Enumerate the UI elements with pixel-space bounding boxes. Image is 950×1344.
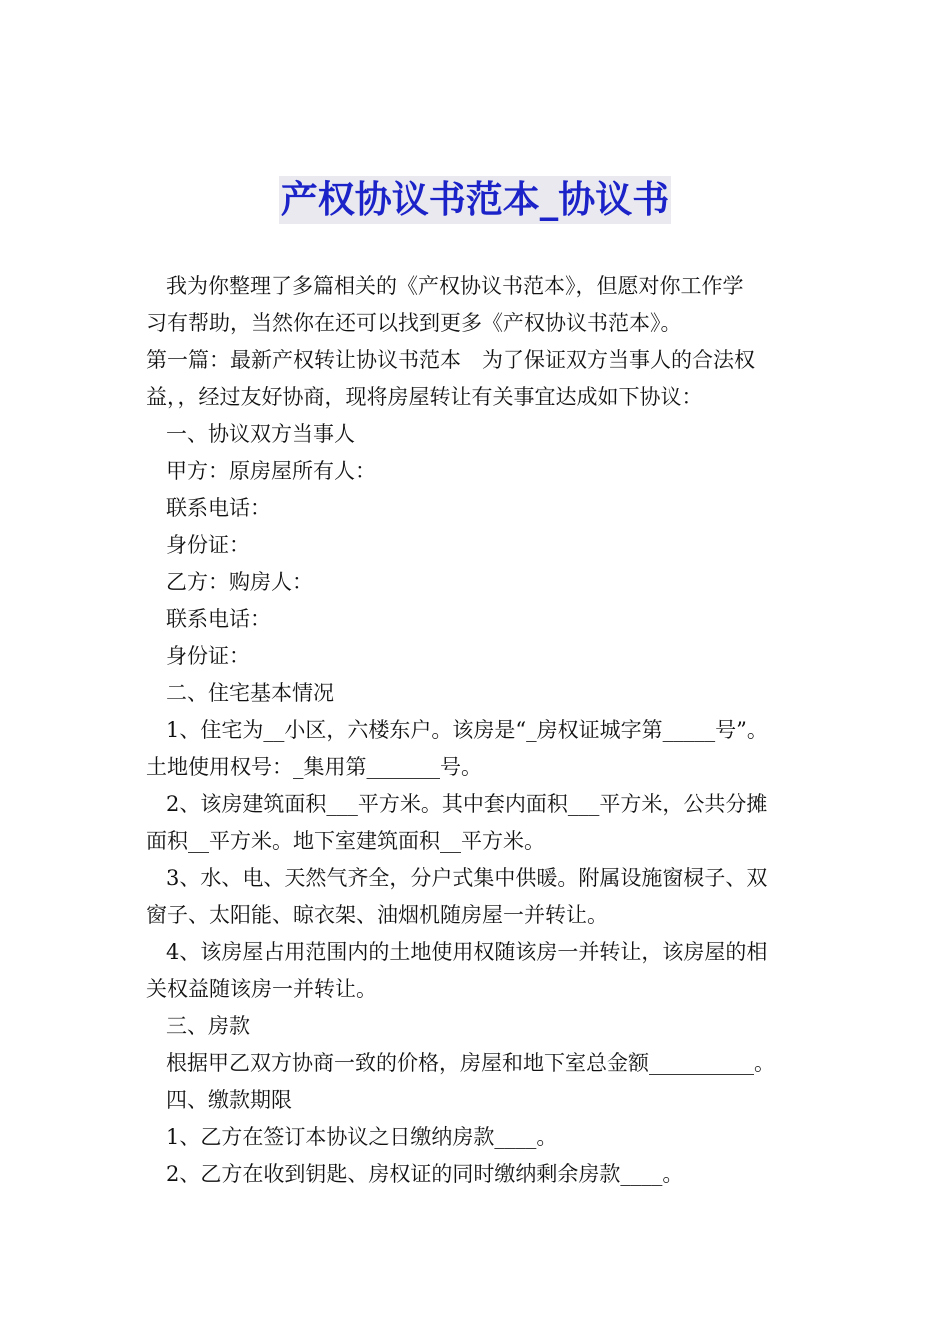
document-title: 产权协议书范本_协议书 (279, 176, 672, 224)
paragraph-line: 1、住宅为__小区，六楼东户。该房是“_房权证城字第_____号”。 (166, 718, 768, 742)
paragraph-line: 土地使用权号：_集用第_______号。 (146, 755, 482, 779)
paragraph-line: 乙方：购房人： (166, 570, 313, 594)
paragraph-line: 面积__平方米。地下室建筑面积__平方米。 (146, 829, 545, 853)
paragraph-line: 一、协议双方当事人 (166, 422, 355, 446)
paragraph-line: 1、乙方在签订本协议之日缴纳房款____。 (166, 1125, 558, 1149)
paragraph-line: 4、该房屋占用范围内的土地使用权随该房一并转让，该房屋的相 (166, 940, 768, 964)
paragraph-line: 二、住宅基本情况 (166, 681, 334, 705)
title-container (0, 176, 950, 224)
paragraph-line: 甲方：原房屋所有人： (166, 459, 376, 483)
paragraph-line: 身份证： (166, 644, 250, 668)
paragraph-line: 第一篇：最新产权转让协议书范本 为了保证双方当事人的合法权 (146, 348, 755, 372)
paragraph-line: 三、房款 (166, 1014, 250, 1038)
paragraph-line: 关权益随该房一并转让。 (146, 977, 377, 1001)
paragraph-line: 2、该房建筑面积___平方米。其中套内面积___平方米，公共分摊 (166, 792, 768, 816)
paragraph-line: 联系电话： (166, 607, 271, 631)
document-body (146, 268, 826, 1193)
paragraph-line: 2、乙方在收到钥匙、房权证的同时缴纳剩余房款____。 (166, 1162, 684, 1186)
paragraph-line: 联系电话： (166, 496, 271, 520)
paragraph-line: 窗子、太阳能、晾衣架、油烟机随房屋一并转让。 (146, 903, 608, 927)
paragraph-line: 3、水、电、天然气齐全，分户式集中供暖。附属设施窗棂子、双 (166, 866, 768, 890)
paragraph-line: 身份证： (166, 533, 250, 557)
paragraph-line: 根据甲乙双方协商一致的价格，房屋和地下室总金额__________。 (166, 1051, 775, 1075)
paragraph-line: 习有帮助，当然你在还可以找到更多《产权协议书范本》。 (146, 311, 682, 335)
paragraph-line: 我为你整理了多篇相关的《产权协议书范本》，但愿对你工作学 (166, 274, 744, 298)
paragraph-line: 益，，经过友好协商，现将房屋转让有关事宜达成如下协议： (146, 385, 703, 409)
paragraph-line: 四、缴款期限 (166, 1088, 292, 1112)
